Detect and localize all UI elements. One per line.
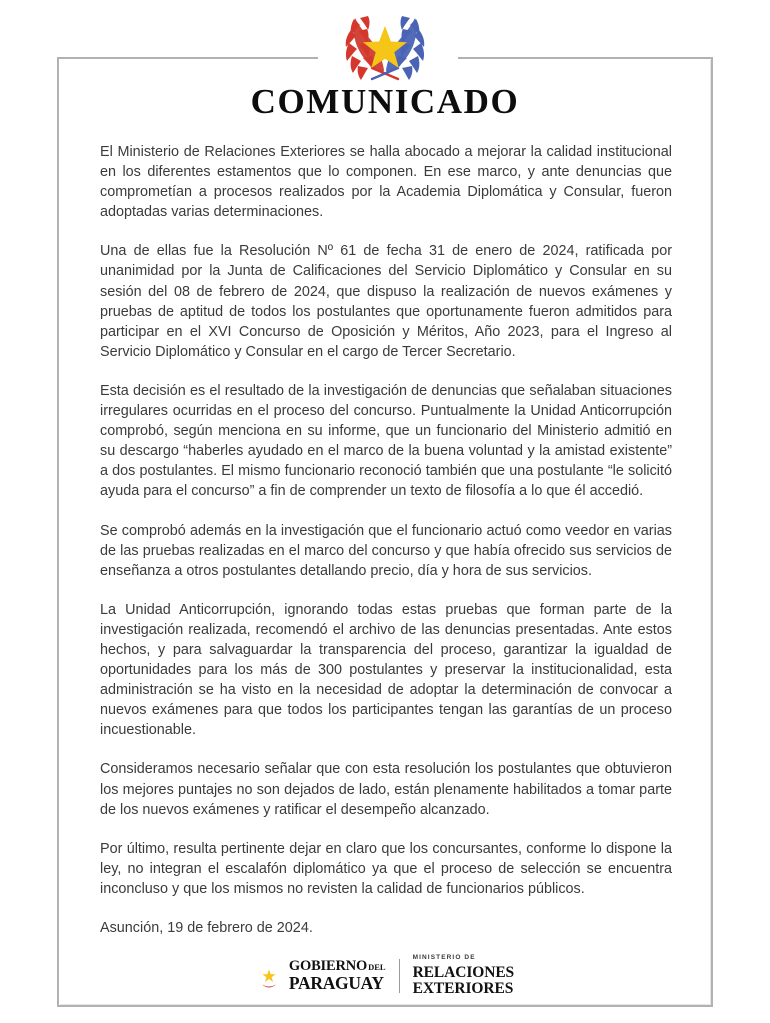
paragraph-7: Por último, resulta pertinente dejar en claro que los concursantes, conforme lo dispone la ley, no integran el escalafón diplomático ya que el proceso de selección se encuentra inconcluso y que los mismos no revisten la calidad de funcionarios públicos. (100, 840, 672, 897)
paragraph-6: Consideramos necesario señalar que con esta resolución los postulantes que obtuvieron los mejores puntajes no son dejados de lado, están plenamente habilitados a tomar parte de los nuevos exámenes y ratificar el desempeño alcanzado. (100, 761, 672, 818)
ministry-wordmark (413, 955, 515, 997)
paraguay-text: PARAGUAY (288, 973, 384, 994)
ministry-line-2: EXTERIORES (412, 980, 514, 997)
communique-body (100, 142, 672, 938)
government-of-paraguay-logo (256, 959, 386, 993)
paraguay-coat-of-arms-wreath-star-icon (326, 10, 444, 82)
crest-area (0, 10, 770, 82)
footer-logo-lockup (0, 955, 770, 997)
gobierno-text: GOBIERNO (288, 957, 368, 974)
paragraph-4: Se comprobó además en la investigación que el funcionario actuó como veedor en varias de las pruebas realizadas en el marco del concurso y que había ofrecido sus servicios de enseñanza a otros postulantes detallando precio, día y hora de sus servicios. (100, 522, 672, 579)
paragraph-2: Una de ellas fue la Resolución Nº 61 de fecha 31 de enero de 2024, ratificada por unanimidad por la Junta de Calificaciones del Servicio Diplomático y Consular en su sesión del 08 de febrero de 2024, que dispuso la realización de nuevos exámenes y pruebas de aptitud de todos los postulantes que oportunamente fueron admitidos para participar en el XVI Concurso de Oposición y Méritos, Año 2023, para el Ingreso al Servicio Diplomático y Consular en el cargo de Tercer Secretario. (100, 243, 672, 360)
paragraph-1: El Ministerio de Relaciones Exteriores se halla abocado a mejorar la calidad institucional en los diferentes estamentos que lo componen. En ese marco, y ante denuncias que comprometían a procesos realizados por la Academia Diplomática y Consular, fueron adoptadas varias determinaciones. (100, 144, 672, 221)
government-wordmark-line-1 (289, 959, 386, 974)
ministry-line-1: RELACIONES (412, 963, 515, 981)
ministry-eyebrow-text: MINISTERIO DE (412, 954, 476, 961)
paragraph-5: La Unidad Anticorrupción, ignorando todas estas pruebas que forman parte de la investigación realizada, recomendó el archivo de las denuncias presentadas. Ante estos hechos, y para salvaguardar la transparencia del proceso, garantizar la igualdad de oportunidades para los más de 300 postulantes y preservar la institucionalidad, esta administración se ha visto en la necesidad de adoptar la determinación de convocar a nuevos exámenes para que todos los participantes tengan las garantías de un proceso incuestionable. (100, 601, 672, 739)
paragraph-3: Esta decisión es el resultado de la investigación de denuncias que señalaban situaciones irregulares ocurridas en el proceso del concurso. Puntualmente la Unidad Anticorrupción comprobó, según menciona en su informe, que un funcionario del Ministerio admitió en su descargo “haberles ayudado en el marco de la buena voluntad y la amistad existente” a dos postulantes. El mismo funcionario reconoció también que una postulante “le solicitó ayuda para el concurso” a fin de comprender un texto de filosofía a lo que él accedió. (100, 382, 672, 500)
page-title: COMUNICADO (250, 82, 520, 121)
footer-divider (399, 959, 400, 993)
paraguay-roundel-star-icon (256, 963, 282, 989)
place-and-date: Asunción, 19 de febrero de 2024. (100, 920, 313, 936)
del-text: DEL (368, 961, 386, 972)
government-wordmark (289, 959, 386, 993)
